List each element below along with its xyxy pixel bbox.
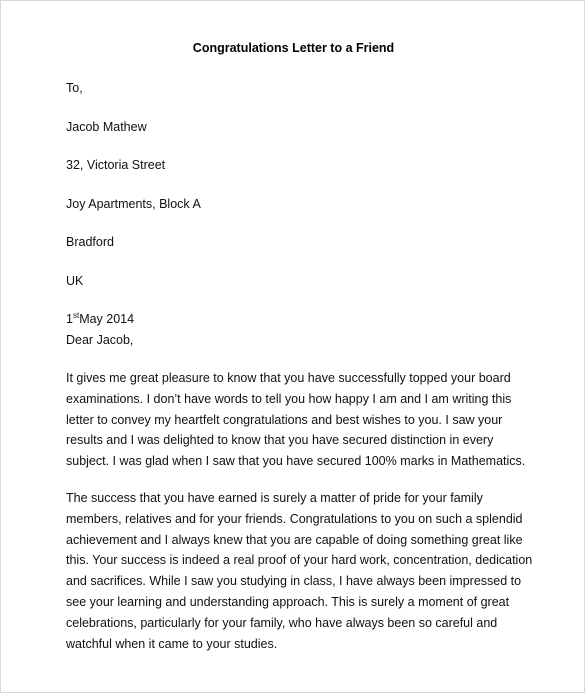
paragraph-line: achievement and I always knew that you are capable of doing something great like [66, 532, 523, 547]
paragraph-line: celebrations, particularly for your family, who have always been so careful and [66, 615, 498, 630]
letter-date [66, 312, 134, 326]
recipient-street: 32, Victoria Street [66, 158, 166, 172]
paragraph-line: results and I was delighted to know that you have secured distinction in every [66, 433, 494, 448]
paragraph-line: this. Your success is indeed a real proof of your hard work, concentration, dedication [66, 553, 533, 568]
paragraph-line: members, relatives and for your friends. Congratulations to you on such a splendid [66, 511, 523, 526]
date-day: 1 [66, 312, 73, 326]
paragraph-line: watchful when it came to your studies. [66, 636, 278, 651]
paragraph-line: It gives me great pleasure to know that you have successfully topped your board [66, 371, 511, 385]
paragraph-line: and sacrifices. While I saw you studying in class, I have always been impressed to [66, 574, 522, 589]
date-month-year: May 2014 [79, 312, 135, 326]
recipient-city: Bradford [66, 235, 114, 249]
recipient-country: UK [66, 274, 84, 288]
paragraph-line: The success that you have earned is surely a matter of pride for your family [66, 491, 483, 505]
paragraph-1 [66, 368, 536, 472]
paragraph-line: letter to convey my heartfelt congratulations and best wishes to you. I saw your [66, 412, 503, 427]
recipient-building: Joy Apartments, Block A [66, 197, 201, 211]
recipient-to: To, [66, 81, 83, 95]
paragraph-line: subject. I was glad when I saw that you have secured 100% marks in Mathematics. [66, 454, 526, 469]
paragraph-2 [66, 488, 536, 654]
recipient-name: Jacob Mathew [66, 120, 147, 134]
greeting: Dear Jacob, [66, 333, 134, 347]
paragraph-line: examinations. I don’t have words to tell you how happy I am and I am writing this [66, 391, 512, 406]
date-suffix: st [72, 311, 80, 320]
paragraph-line: see your learning and understanding approach. This is surely a moment of great [66, 594, 510, 609]
letter-title: Congratulations Letter to a Friend [192, 41, 395, 55]
